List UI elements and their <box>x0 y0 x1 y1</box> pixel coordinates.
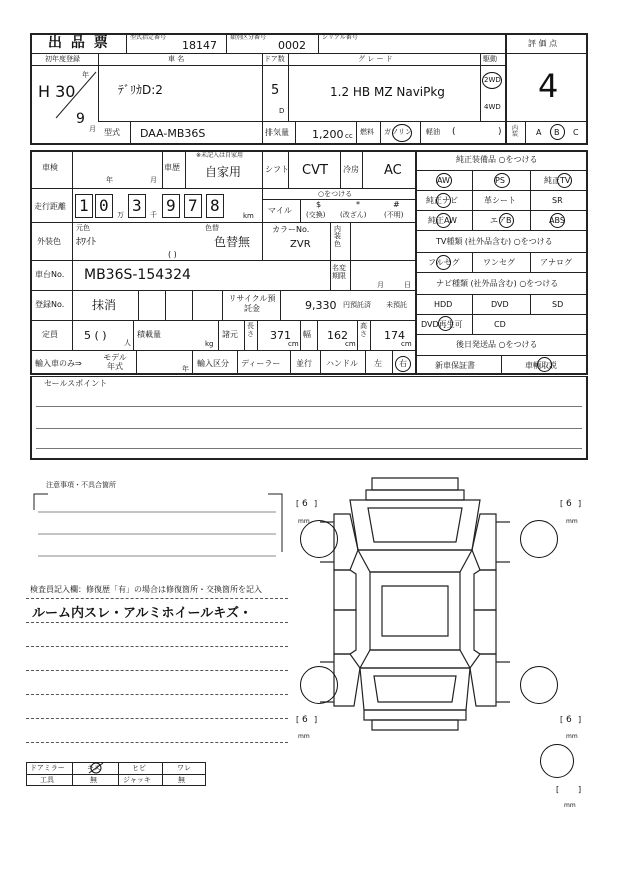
inner-color-label: 内装色 <box>334 225 341 248</box>
equip-genuine-aw-circle <box>436 213 451 228</box>
tool-label: 工具 <box>40 776 54 784</box>
ac-label: 冷房 <box>343 165 359 174</box>
equip-aw-circle <box>436 173 452 188</box>
mileage-opt1: (交換) <box>306 211 326 219</box>
tire-rr-mm: mm <box>566 733 578 740</box>
oil-paren-close: ) <box>498 127 502 137</box>
mileage-label: 走行距離 <box>34 202 66 211</box>
equip-leather: 革シート <box>484 196 516 205</box>
equip-tv-circle <box>557 173 572 188</box>
hei-cm: cm <box>401 340 412 348</box>
interior-a: A <box>536 128 542 137</box>
mirror-label: ドアミラー <box>30 764 65 772</box>
recycle-value: 9,330 <box>305 299 337 312</box>
tire-rl-mm: mm <box>298 733 310 740</box>
dims-label: 諸元 <box>222 330 238 339</box>
sales-point-label: セールスポイント <box>44 379 108 388</box>
mirror-scratch: キズ <box>87 764 101 772</box>
mileage-km: km <box>243 212 254 220</box>
navi-title: ナビ種類 (社外品含む) ○をつける <box>436 279 559 288</box>
navi-dvd-play: DVD再生可 <box>421 320 463 329</box>
fuel-circle <box>392 124 412 142</box>
chassis-value: MB36S-154324 <box>84 267 191 283</box>
tire-rr-close: ] <box>578 715 582 724</box>
score-label: 評 価 点 <box>528 39 558 48</box>
wid-value: 162 <box>327 329 348 342</box>
interior-b-circle <box>550 124 565 140</box>
jack-value: 無 <box>178 776 185 784</box>
mileage-digit-1: 1 <box>79 196 89 215</box>
model-year-unit: 年 <box>182 365 189 373</box>
car-name-label: 車 名 <box>168 55 185 63</box>
later-title: 後日発送品 ○をつける <box>456 340 538 349</box>
tire-rl: 6 <box>302 715 308 725</box>
recycle-unpaid: 未預託 <box>386 301 407 309</box>
tv-title: TV種類 (社外品含む) ○をつける <box>436 237 553 246</box>
equip-title: 純正装備品 ○をつける <box>456 155 538 164</box>
car-name: ﾃﾞﾘｶD:2 <box>118 83 163 97</box>
mileage-opt3: (不明) <box>384 211 404 219</box>
shift-label: シフト <box>265 165 289 174</box>
mileage-digit-6: 8 <box>210 196 220 215</box>
model-year-label: モデル年式 <box>103 353 127 371</box>
hei-label: 高さ <box>360 322 367 338</box>
tv-analog: アナログ <box>540 258 572 267</box>
doors-value: 5 <box>271 83 280 98</box>
equip-airbag: エアB <box>490 216 512 225</box>
equip-tv: 純正TV <box>544 176 571 185</box>
later-warranty: 新車保証書 <box>435 361 475 370</box>
interior-label: 内装 <box>512 125 519 138</box>
registration-label: 登録No. <box>35 300 65 309</box>
wheel-rl <box>300 666 338 704</box>
wheel-fl <box>300 520 338 558</box>
mileage-digit-2: 0 <box>99 196 109 215</box>
interior-c: C <box>573 128 579 137</box>
shaken-label: 車検 <box>42 163 58 172</box>
wheel-rr <box>520 666 558 704</box>
history-label: 車歴 <box>164 163 180 172</box>
tire-fr-close: ] <box>578 499 582 508</box>
color-paren: ( ) <box>168 250 177 259</box>
mileage-man: 万 <box>117 211 124 219</box>
navi-dvd-play-circle <box>438 316 453 331</box>
doors-suffix: D <box>279 107 285 115</box>
equip-ps: PS <box>495 176 505 185</box>
wid-label: 幅 <box>303 330 311 339</box>
notes-label: 注意事項・不具合箇所 <box>46 481 116 489</box>
load-kg: kg <box>205 340 214 348</box>
mileage-digit-4: 9 <box>166 196 176 215</box>
mileage-unit-note: ○をつける <box>318 190 353 198</box>
color-code-label: カラーNo. <box>272 225 310 234</box>
tire-rl-close: ] <box>314 715 318 724</box>
car-diagram <box>310 470 520 770</box>
drive-2wd: 2WD <box>484 76 501 84</box>
tire-fr-mm: mm <box>566 518 578 525</box>
first-reg-month: 9 <box>76 111 85 127</box>
inspector-label: 検査員記入欄：修復歴「有」の場合は修復箇所・交換箇所を記入 <box>30 585 262 594</box>
handle-label: ハンドル <box>326 359 358 368</box>
deadline-day: 日 <box>404 281 411 289</box>
inspector-remark: ルーム内スレ・アルミホイールキズ・ <box>32 606 252 621</box>
tire-fr: 6 <box>566 499 572 509</box>
mirror-crack: ヒビ <box>132 764 146 772</box>
tire-fl: 6 <box>302 499 308 509</box>
navi-sd: SD <box>552 300 564 309</box>
import-label: 輸入車のみ⇒ <box>35 359 82 368</box>
model-value: DAA-MB36S <box>140 127 206 140</box>
serial-label: シリアル番号 <box>322 34 358 41</box>
oil-label: 軽油 <box>426 128 440 136</box>
import-type-label: 輸入区分 <box>197 359 229 368</box>
mirror-break: ワレ <box>177 764 191 772</box>
evaluation-score: 4 <box>538 67 559 105</box>
form-title: 出 品 票 <box>48 35 110 51</box>
mileage-opt2: (改ざん) <box>340 211 367 219</box>
mirror-scratch-mark <box>86 762 106 774</box>
capacity-value: 5 ( ) <box>84 329 107 342</box>
chassis-label: 車台No. <box>35 270 65 279</box>
equip-abs-circle <box>550 213 565 228</box>
handle-right: 右 <box>399 359 407 368</box>
fuel-label: 燃料 <box>360 128 374 136</box>
later-manual-circle <box>537 357 552 372</box>
color-orig: ﾎﾜｲﾄ <box>76 237 96 248</box>
fuel-gasoline: ガソリン <box>384 128 412 136</box>
color-now: 色替無 <box>214 235 251 249</box>
tire-fr-open: [ <box>560 499 564 508</box>
mileage-mile: マイル <box>268 206 292 215</box>
displacement-value: 1,200 <box>312 128 344 141</box>
tire-spare-open: [ <box>556 785 560 794</box>
tire-spare-mm: mm <box>564 802 576 809</box>
handle-right-circle <box>395 356 411 372</box>
shaken-month-unit: 月 <box>150 176 157 184</box>
color-orig-label: 元色 <box>76 224 90 232</box>
model-label: 型式 <box>104 128 120 137</box>
tire-fl-mm: mm <box>298 518 310 525</box>
tire-rr: 6 <box>566 715 572 725</box>
capacity-label: 定員 <box>42 330 58 339</box>
tire-spare-close: ] <box>578 785 582 794</box>
navi-cd: CD <box>494 320 506 329</box>
registration-value: 抹消 <box>92 298 117 312</box>
len-cm: cm <box>288 340 299 348</box>
shift-value: CVT <box>302 163 328 178</box>
class-no-label: 類別区分番号 <box>230 34 267 41</box>
mileage-opt2-sym: * <box>356 200 360 209</box>
wheel-spare <box>540 744 574 778</box>
equip-aw: AW <box>437 176 450 185</box>
type-no-label: 型式指定番号 <box>130 34 167 41</box>
equip-abs: ABS <box>549 216 565 225</box>
oil-paren: ( <box>452 127 456 137</box>
navi-dvd: DVD <box>491 300 509 309</box>
import-dealer: ディーラー <box>241 359 281 368</box>
ac-value: AC <box>384 163 402 178</box>
class-no: 0002 <box>278 39 306 52</box>
interior-b: B <box>554 128 560 137</box>
doors-label: ドア数 <box>264 55 285 63</box>
wid-cm: cm <box>345 340 356 348</box>
deadline-label: 名変期限 <box>332 264 346 281</box>
year-unit: 年 <box>82 71 89 79</box>
jack-label: ジャッキ <box>123 776 151 784</box>
equip-ps-circle <box>494 173 510 188</box>
tool-value: 無 <box>90 776 97 784</box>
equip-airbag-circle <box>499 213 514 228</box>
len-value: 371 <box>270 329 291 342</box>
hei-value: 174 <box>384 329 405 342</box>
tire-fl-open: [ <box>296 499 300 508</box>
mileage-digit-5: 7 <box>188 196 198 215</box>
notes-bracket <box>26 488 296 568</box>
color-code: ZVR <box>290 239 311 250</box>
equip-sr: SR <box>552 196 563 205</box>
equip-navi-circle <box>436 193 451 208</box>
later-manual: 車輌取説 <box>525 361 557 370</box>
color-now-label: 色替 <box>205 224 219 232</box>
mileage-digit-3: 3 <box>132 196 142 215</box>
grade-value: 1.2 HB MZ NaviPkg <box>330 85 445 99</box>
recycle-label: リサイクル預託金 <box>228 294 276 313</box>
deadline-month: 月 <box>377 281 384 289</box>
displacement-label: 排気量 <box>265 128 289 137</box>
history-note: ※未記入は自家用 <box>196 152 244 159</box>
tire-rr-open: [ <box>560 715 564 724</box>
type-no: 18147 <box>182 39 217 52</box>
cc-unit: cc <box>345 132 353 140</box>
month-unit: 月 <box>89 125 96 133</box>
grade-label: グ レ ー ド <box>358 55 393 63</box>
tire-fl-close: ] <box>314 499 318 508</box>
handle-left: 左 <box>374 359 382 368</box>
capacity-unit: 人 <box>124 339 131 347</box>
shaken-year-unit: 年 <box>106 176 113 184</box>
tv-fullseg: フルセグ <box>428 258 460 267</box>
drive-4wd: 4WD <box>484 103 501 111</box>
recycle-unit: 円預託済 <box>343 301 371 309</box>
import-parallel: 並行 <box>296 359 312 368</box>
len-label: 長さ <box>247 322 254 338</box>
first-reg-label: 初年度登録 <box>45 55 80 63</box>
first-reg-era: H 30 <box>38 82 76 101</box>
mileage-opt3-sym: # <box>393 200 400 209</box>
equip-navi: 純正ナビ <box>426 196 458 205</box>
history-value: 自家用 <box>205 165 242 179</box>
drive-2wd-circle <box>482 72 502 89</box>
mileage-opt1-sym: $ <box>316 200 322 209</box>
tv-fullseg-circle <box>436 255 451 270</box>
navi-hdd: HDD <box>434 300 453 309</box>
tire-rl-open: [ <box>296 715 300 724</box>
tv-oneseg: ワンセグ <box>483 258 515 267</box>
drive-label: 駆動 <box>483 55 497 63</box>
color-label: 外装色 <box>37 237 61 246</box>
load-label: 積載量 <box>137 330 161 339</box>
wheel-fr <box>520 520 558 558</box>
equip-genuine-aw: 純正AW <box>428 216 457 225</box>
mileage-sen: 千 <box>150 211 157 219</box>
